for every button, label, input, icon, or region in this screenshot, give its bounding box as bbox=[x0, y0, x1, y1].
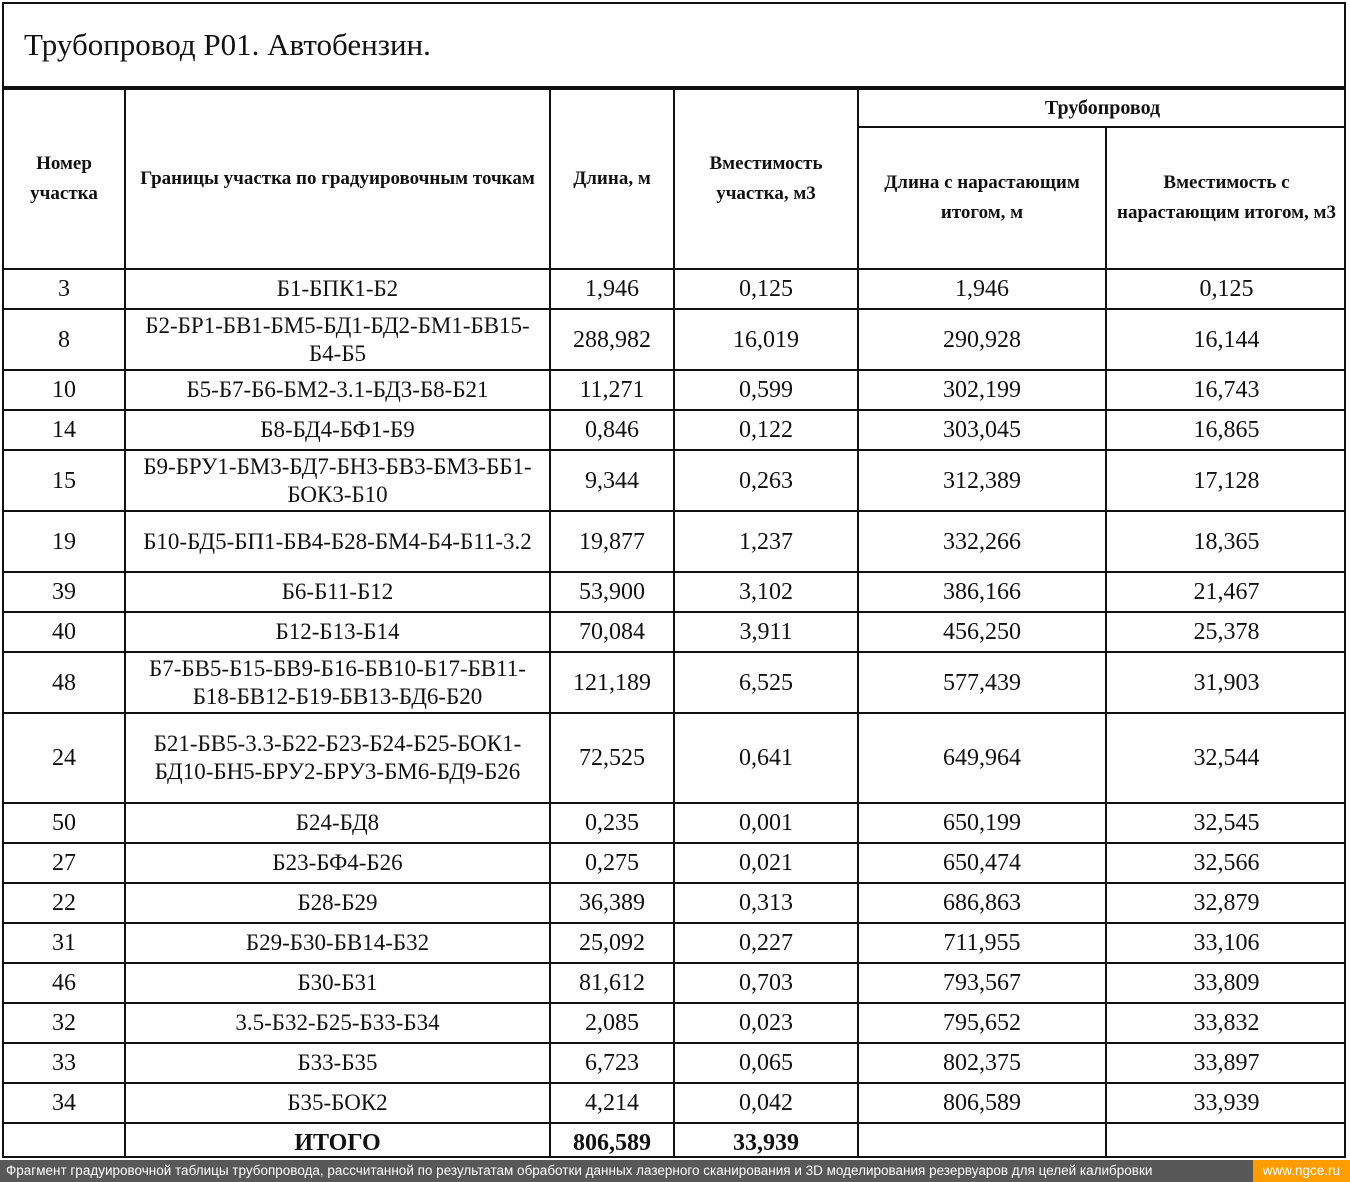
cell-cum-length: 577,439 bbox=[858, 652, 1106, 713]
cell-cum-length: 456,250 bbox=[858, 612, 1106, 652]
cell-bounds: Б33-Б35 bbox=[125, 1043, 550, 1083]
cell-cum-capacity: 32,545 bbox=[1106, 803, 1346, 843]
cell-length: 1,946 bbox=[550, 269, 674, 309]
cell-length: 4,214 bbox=[550, 1083, 674, 1123]
cell-number: 8 bbox=[3, 309, 125, 370]
header-capacity: Вместимость участка, м3 bbox=[674, 89, 858, 269]
table-row bbox=[3, 309, 1346, 370]
cell-cum-capacity: 31,903 bbox=[1106, 652, 1346, 713]
cell-capacity: 0,703 bbox=[674, 963, 858, 1003]
cell-number: 32 bbox=[3, 1003, 125, 1043]
table-row bbox=[3, 963, 1346, 1003]
total-label: ИТОГО bbox=[125, 1123, 550, 1158]
total-row bbox=[3, 1123, 1346, 1158]
cell-capacity: 16,019 bbox=[674, 309, 858, 370]
cell-bounds: Б23-БФ4-Б26 bbox=[125, 843, 550, 883]
cell-length: 0,235 bbox=[550, 803, 674, 843]
table-row bbox=[3, 1083, 1346, 1123]
cell-length: 121,189 bbox=[550, 652, 674, 713]
cell-cum-length: 649,964 bbox=[858, 713, 1106, 803]
cell-number: 40 bbox=[3, 612, 125, 652]
total-length: 806,589 bbox=[550, 1123, 674, 1158]
cell-number: 10 bbox=[3, 370, 125, 410]
cell-capacity: 1,237 bbox=[674, 511, 858, 572]
cell-capacity: 0,122 bbox=[674, 410, 858, 450]
cell-length: 11,271 bbox=[550, 370, 674, 410]
cell-bounds: Б35-БОК2 bbox=[125, 1083, 550, 1123]
cell-cum-capacity: 33,106 bbox=[1106, 923, 1346, 963]
cell-bounds: Б29-Б30-БВ14-Б32 bbox=[125, 923, 550, 963]
cell-cum-length: 802,375 bbox=[858, 1043, 1106, 1083]
table-row bbox=[3, 713, 1346, 803]
cell-number: 39 bbox=[3, 572, 125, 612]
cell-length: 19,877 bbox=[550, 511, 674, 572]
cell-number: 50 bbox=[3, 803, 125, 843]
cell-length: 0,275 bbox=[550, 843, 674, 883]
cell-cum-capacity: 21,467 bbox=[1106, 572, 1346, 612]
table-row bbox=[3, 652, 1346, 713]
cell-bounds: Б5-Б7-Б6-БМ2-3.1-БД3-Б8-Б21 bbox=[125, 370, 550, 410]
cell-capacity: 3,911 bbox=[674, 612, 858, 652]
cell-capacity: 6,525 bbox=[674, 652, 858, 713]
pipeline-table-frame bbox=[2, 2, 1346, 1158]
table-row bbox=[3, 843, 1346, 883]
cell-capacity: 0,313 bbox=[674, 883, 858, 923]
cell-number: 33 bbox=[3, 1043, 125, 1083]
cell-capacity: 0,065 bbox=[674, 1043, 858, 1083]
cell-cum-capacity: 16,743 bbox=[1106, 370, 1346, 410]
table-body bbox=[3, 269, 1346, 1158]
cell-length: 6,723 bbox=[550, 1043, 674, 1083]
cell-number: 22 bbox=[3, 883, 125, 923]
cell-capacity: 3,102 bbox=[674, 572, 858, 612]
cell-capacity: 0,021 bbox=[674, 843, 858, 883]
site-link[interactable]: www.ngce.ru bbox=[1253, 1160, 1350, 1182]
cell-bounds: 3.5-Б32-Б25-Б33-Б34 bbox=[125, 1003, 550, 1043]
cell-number: 31 bbox=[3, 923, 125, 963]
cell-cum-capacity: 32,879 bbox=[1106, 883, 1346, 923]
header-pipeline-group: Трубопровод bbox=[858, 89, 1346, 127]
cell-number: 14 bbox=[3, 410, 125, 450]
total-empty-cell bbox=[1106, 1123, 1346, 1158]
cell-bounds: Б2-БР1-БВ1-БМ5-БД1-БД2-БМ1-БВ15-Б4-Б5 bbox=[125, 309, 550, 370]
cell-cum-length: 312,389 bbox=[858, 450, 1106, 511]
table-row bbox=[3, 803, 1346, 843]
cell-bounds: Б24-БД8 bbox=[125, 803, 550, 843]
cell-bounds: Б10-БД5-БП1-БВ4-Б28-БМ4-Б4-Б11-3.2 bbox=[125, 511, 550, 572]
calibration-table bbox=[2, 88, 1346, 1158]
cell-length: 36,389 bbox=[550, 883, 674, 923]
cell-length: 0,846 bbox=[550, 410, 674, 450]
cell-capacity: 0,599 bbox=[674, 370, 858, 410]
header-bounds: Границы участка по градуировочным точкам bbox=[125, 89, 550, 269]
cell-length: 25,092 bbox=[550, 923, 674, 963]
cell-cum-length: 793,567 bbox=[858, 963, 1106, 1003]
table-title: Трубопровод Р01. Автобензин. bbox=[4, 4, 1344, 88]
cell-cum-capacity: 33,832 bbox=[1106, 1003, 1346, 1043]
cell-cum-capacity: 16,865 bbox=[1106, 410, 1346, 450]
cell-number: 48 bbox=[3, 652, 125, 713]
cell-cum-capacity: 25,378 bbox=[1106, 612, 1346, 652]
cell-cum-capacity: 32,566 bbox=[1106, 843, 1346, 883]
cell-cum-length: 386,166 bbox=[858, 572, 1106, 612]
cell-cum-length: 650,199 bbox=[858, 803, 1106, 843]
cell-length: 288,982 bbox=[550, 309, 674, 370]
cell-bounds: Б8-БД4-БФ1-Б9 bbox=[125, 410, 550, 450]
cell-number: 15 bbox=[3, 450, 125, 511]
cell-bounds: Б12-Б13-Б14 bbox=[125, 612, 550, 652]
table-row bbox=[3, 612, 1346, 652]
cell-number: 3 bbox=[3, 269, 125, 309]
cell-cum-length: 302,199 bbox=[858, 370, 1106, 410]
cell-cum-length: 686,863 bbox=[858, 883, 1106, 923]
cell-bounds: Б6-Б11-Б12 bbox=[125, 572, 550, 612]
table-row bbox=[3, 511, 1346, 572]
cell-cum-length: 290,928 bbox=[858, 309, 1106, 370]
cell-cum-capacity: 16,144 bbox=[1106, 309, 1346, 370]
cell-cum-length: 303,045 bbox=[858, 410, 1106, 450]
cell-cum-capacity: 33,897 bbox=[1106, 1043, 1346, 1083]
total-empty-cell bbox=[3, 1123, 125, 1158]
table-row bbox=[3, 450, 1346, 511]
cell-cum-capacity: 17,128 bbox=[1106, 450, 1346, 511]
cell-bounds: Б1-БПК1-Б2 bbox=[125, 269, 550, 309]
cell-bounds: Б21-БВ5-3.3-Б22-Б23-Б24-Б25-БОК1-БД10-БН5-БРУ2-БРУ3-БМ6-БД9-Б26 bbox=[125, 713, 550, 803]
cell-cum-capacity: 18,365 bbox=[1106, 511, 1346, 572]
header-cum-length: Длина с нарастающим итогом, м bbox=[858, 127, 1106, 269]
cell-cum-length: 795,652 bbox=[858, 1003, 1106, 1043]
cell-cum-capacity: 33,809 bbox=[1106, 963, 1346, 1003]
table-row bbox=[3, 1003, 1346, 1043]
cell-number: 27 bbox=[3, 843, 125, 883]
cell-cum-length: 806,589 bbox=[858, 1083, 1106, 1123]
cell-capacity: 0,227 bbox=[674, 923, 858, 963]
cell-length: 81,612 bbox=[550, 963, 674, 1003]
cell-capacity: 0,641 bbox=[674, 713, 858, 803]
cell-capacity: 0,125 bbox=[674, 269, 858, 309]
caption-text: Фрагмент градуировочной таблицы трубопровода, рассчитанной по результатам обработки данных лазерного сканирования и 3D моделирования резервуаров для целей калибровки bbox=[6, 1163, 1153, 1178]
cell-number: 34 bbox=[3, 1083, 125, 1123]
cell-number: 46 bbox=[3, 963, 125, 1003]
total-capacity: 33,939 bbox=[674, 1123, 858, 1158]
cell-cum-capacity: 33,939 bbox=[1106, 1083, 1346, 1123]
cell-bounds: Б7-БВ5-Б15-БВ9-Б16-БВ10-Б17-БВ11-Б18-БВ12-Б19-БВ13-БД6-Б20 bbox=[125, 652, 550, 713]
cell-cum-capacity: 0,125 bbox=[1106, 269, 1346, 309]
cell-bounds: Б30-Б31 bbox=[125, 963, 550, 1003]
table-row bbox=[3, 572, 1346, 612]
table-row bbox=[3, 269, 1346, 309]
cell-capacity: 0,023 bbox=[674, 1003, 858, 1043]
cell-cum-length: 711,955 bbox=[858, 923, 1106, 963]
header-number: Номер участка bbox=[3, 89, 125, 269]
cell-length: 70,084 bbox=[550, 612, 674, 652]
cell-cum-length: 332,266 bbox=[858, 511, 1106, 572]
cell-length: 53,900 bbox=[550, 572, 674, 612]
table-row bbox=[3, 923, 1346, 963]
cell-capacity: 0,263 bbox=[674, 450, 858, 511]
cell-cum-length: 1,946 bbox=[858, 269, 1106, 309]
cell-capacity: 0,042 bbox=[674, 1083, 858, 1123]
table-row bbox=[3, 1043, 1346, 1083]
cell-number: 24 bbox=[3, 713, 125, 803]
table-row bbox=[3, 370, 1346, 410]
cell-length: 72,525 bbox=[550, 713, 674, 803]
cell-length: 2,085 bbox=[550, 1003, 674, 1043]
cell-cum-length: 650,474 bbox=[858, 843, 1106, 883]
cell-length: 9,344 bbox=[550, 450, 674, 511]
cell-cum-capacity: 32,544 bbox=[1106, 713, 1346, 803]
total-empty-cell bbox=[858, 1123, 1106, 1158]
table-row bbox=[3, 883, 1346, 923]
table-row bbox=[3, 410, 1346, 450]
cell-bounds: Б28-Б29 bbox=[125, 883, 550, 923]
cell-capacity: 0,001 bbox=[674, 803, 858, 843]
cell-bounds: Б9-БРУ1-БМ3-БД7-БН3-БВ3-БМ3-ББ1-БОК3-Б10 bbox=[125, 450, 550, 511]
caption-bar bbox=[0, 1160, 1350, 1182]
header-cum-capacity: Вместимость с нарастающим итогом, м3 bbox=[1106, 127, 1346, 269]
cell-number: 19 bbox=[3, 511, 125, 572]
header-length: Длина, м bbox=[550, 89, 674, 269]
